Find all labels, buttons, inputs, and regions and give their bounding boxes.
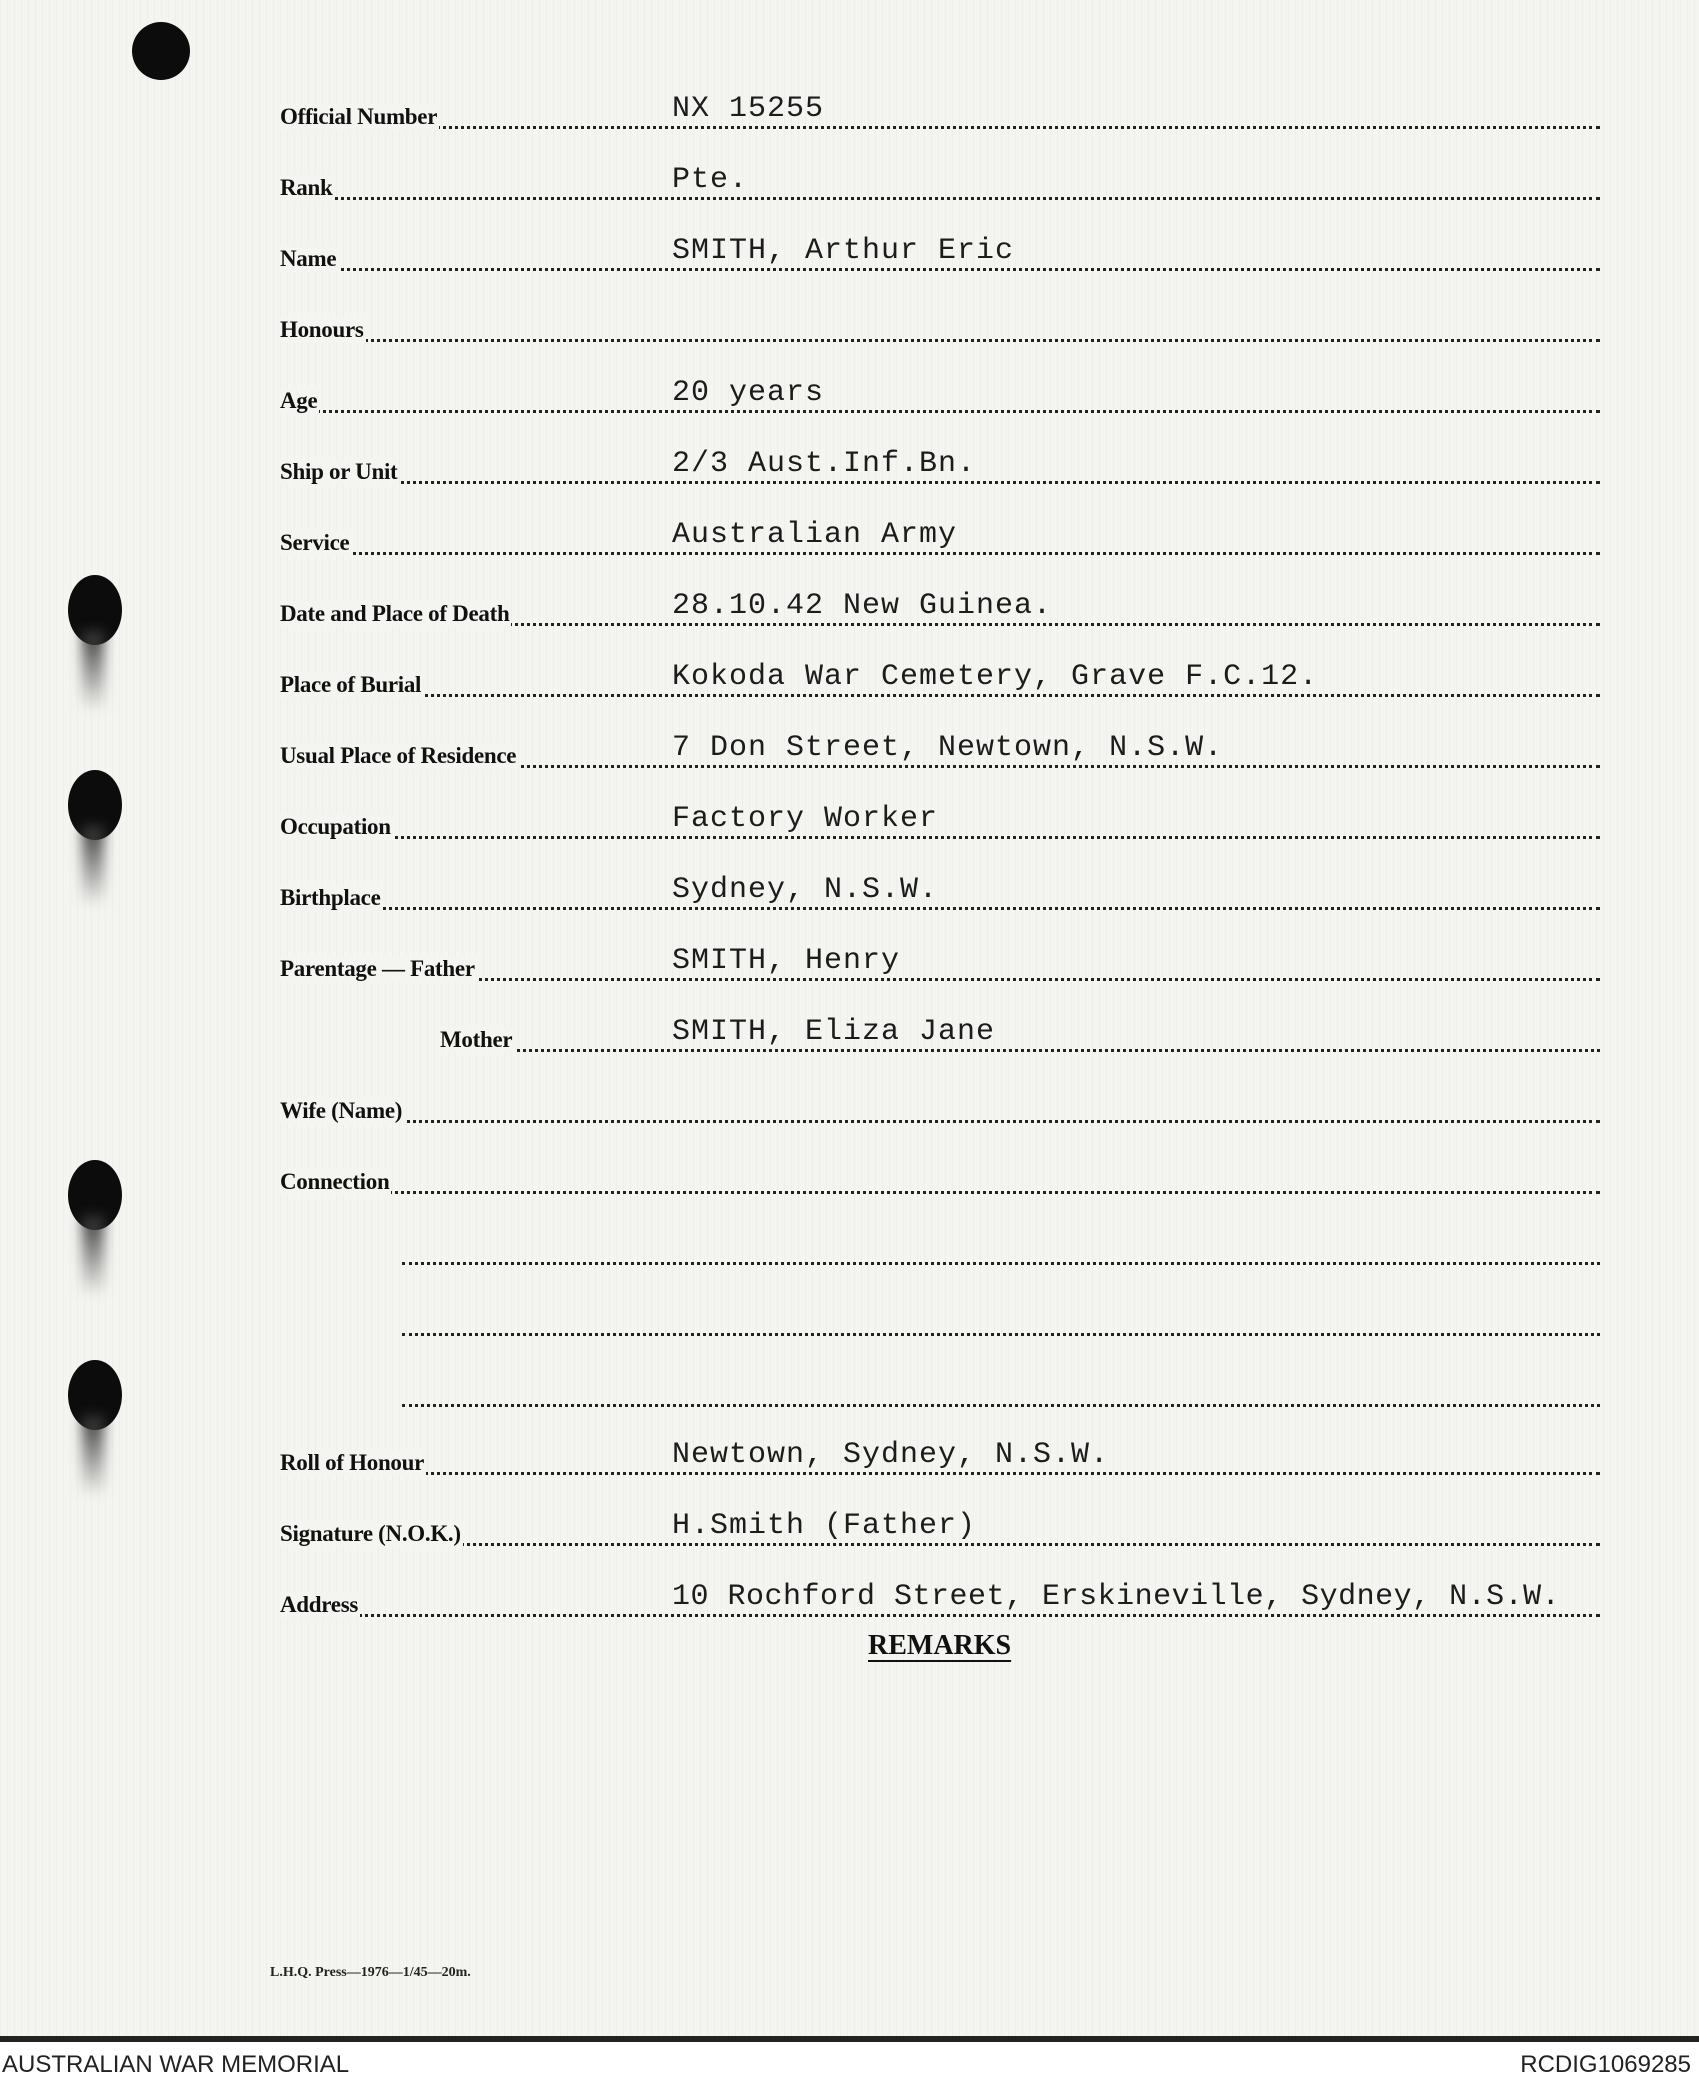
- field-signature: [280, 1503, 1600, 1555]
- field-value: Pte.: [672, 163, 749, 197]
- field-value: 10 Rochford Street, Erskineville, Sydney, N.S.W.: [672, 1580, 1561, 1614]
- connection-continuation-line: [402, 1293, 1600, 1345]
- field-value: 2/3 Aust.Inf.Bn.: [672, 447, 977, 481]
- field-value: 7 Don Street, Newtown, N.S.W.: [672, 731, 1224, 765]
- field-wife: [280, 1080, 1600, 1132]
- field-place-of-burial: [280, 654, 1600, 706]
- field-label: Usual Place of Residence: [280, 743, 517, 768]
- field-usual-residence: [280, 725, 1600, 777]
- field-label: Wife (Name): [280, 1098, 403, 1123]
- field-label: Mother: [440, 1027, 513, 1052]
- field-label: Parentage — Father: [280, 956, 475, 981]
- field-ship-or-unit: [280, 441, 1600, 493]
- field-label: Ship or Unit: [280, 459, 398, 484]
- field-value: Kokoda War Cemetery, Grave F.C.12.: [672, 660, 1319, 694]
- field-connection: [280, 1151, 1600, 1203]
- field-label: Official Number: [280, 104, 438, 129]
- field-service: [280, 512, 1600, 564]
- field-value: SMITH, Henry: [672, 944, 901, 978]
- field-value: 28.10.42 New Guinea.: [672, 589, 1053, 623]
- field-value: SMITH, Arthur Eric: [672, 234, 1015, 268]
- field-label: Occupation: [280, 814, 391, 839]
- field-value: NX 15255: [672, 92, 825, 126]
- field-name: [280, 228, 1600, 280]
- punch-hole: [68, 770, 122, 840]
- punch-hole: [68, 1360, 122, 1430]
- connection-continuation-line: [402, 1222, 1600, 1274]
- field-address: [280, 1574, 1600, 1626]
- field-label: Address: [280, 1592, 358, 1617]
- field-value: Newtown, Sydney, N.S.W.: [672, 1438, 1110, 1472]
- connection-continuation-line: [402, 1364, 1600, 1416]
- field-value: 20 years: [672, 376, 825, 410]
- field-birthplace: [280, 867, 1600, 919]
- field-value: Factory Worker: [672, 802, 939, 836]
- punch-hole: [68, 1160, 122, 1230]
- field-label: Birthplace: [280, 885, 381, 910]
- field-honours: [280, 299, 1600, 351]
- punch-hole: [68, 575, 122, 645]
- field-label: Date and Place of Death: [280, 601, 510, 626]
- page-bottom-edge: [0, 2036, 1699, 2042]
- punch-hole: [132, 22, 190, 80]
- field-date-place-death: [280, 583, 1600, 635]
- field-rank: [280, 157, 1600, 209]
- field-value: SMITH, Eliza Jane: [672, 1015, 996, 1049]
- field-label: Service: [280, 530, 350, 555]
- remarks-heading: REMARKS: [868, 1630, 1012, 1661]
- field-father: [280, 938, 1600, 990]
- field-label: Name: [280, 246, 337, 271]
- field-age: [280, 370, 1600, 422]
- field-label: Place of Burial: [280, 672, 422, 697]
- footer-institution: AUSTRALIAN WAR MEMORIAL: [2, 2051, 350, 2078]
- field-roll-of-honour: [280, 1432, 1600, 1484]
- field-value: Sydney, N.S.W.: [672, 873, 939, 907]
- field-official-number: [280, 86, 1600, 138]
- field-value: Australian Army: [672, 518, 958, 552]
- footer-catalog-id: RCDIG1069285: [1520, 2051, 1691, 2078]
- field-label: Age: [280, 388, 318, 413]
- field-label: Connection: [280, 1169, 390, 1194]
- field-occupation: [280, 796, 1600, 848]
- field-label: Roll of Honour: [280, 1450, 425, 1475]
- field-label: Honours: [280, 317, 364, 342]
- field-mother: [440, 1009, 1600, 1061]
- field-value: H.Smith (Father): [672, 1509, 977, 1543]
- printer-imprint: L.H.Q. Press—1976—1/45—20m.: [270, 1965, 471, 1980]
- field-label: Signature (N.O.K.): [280, 1521, 461, 1546]
- field-label: Rank: [280, 175, 333, 200]
